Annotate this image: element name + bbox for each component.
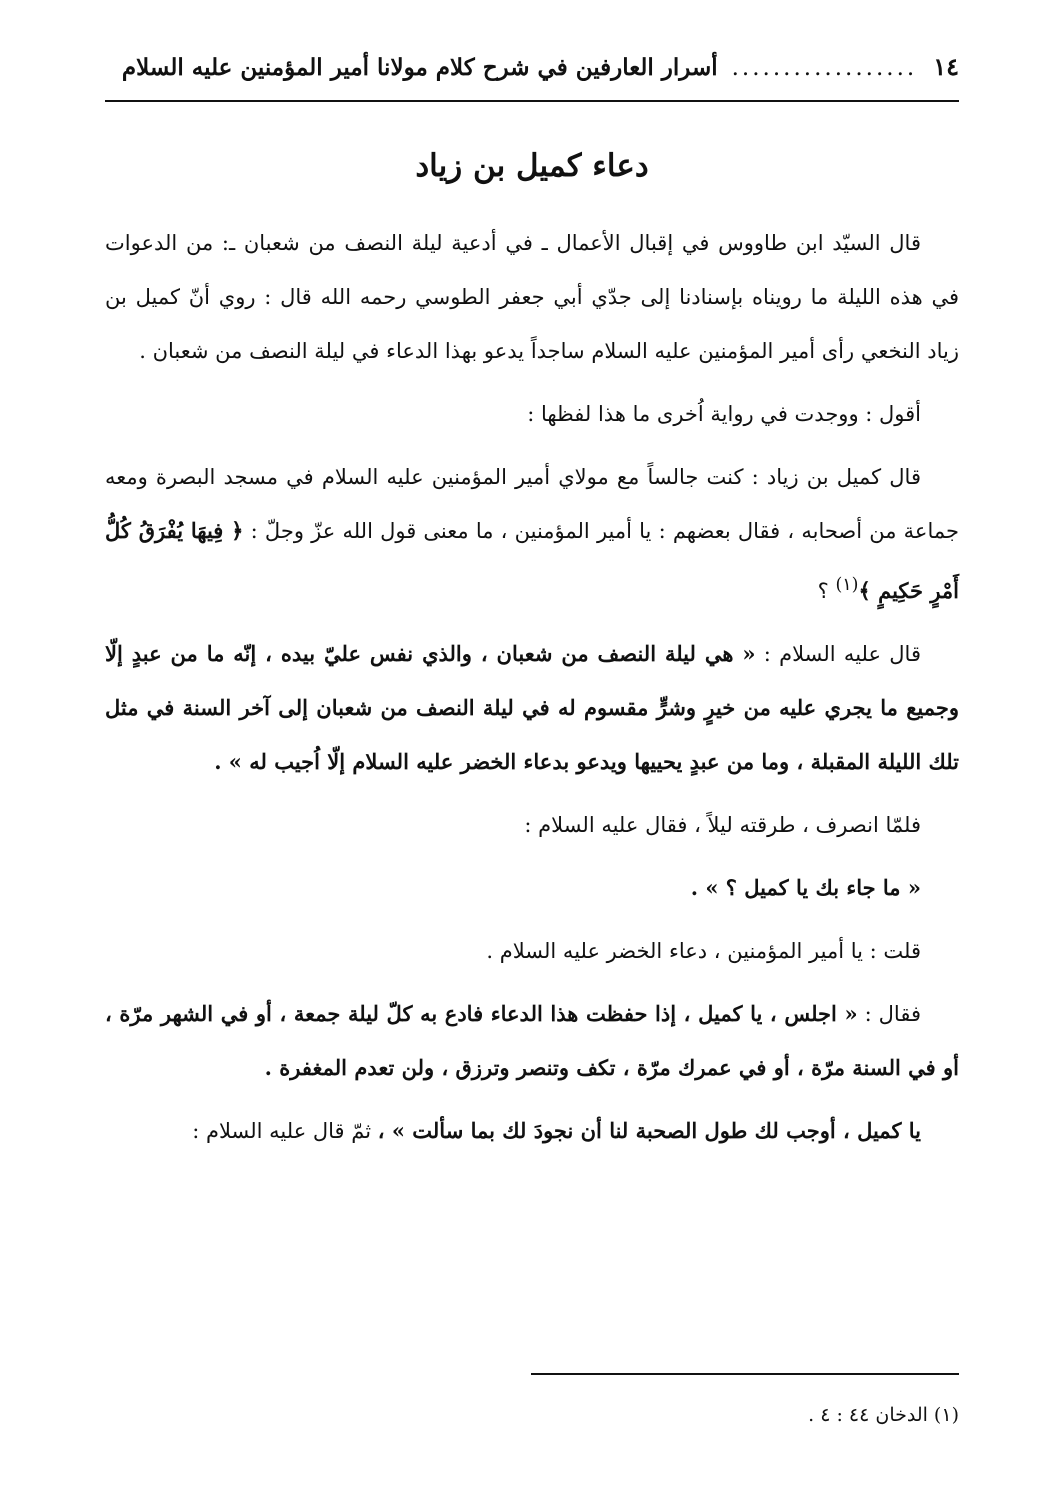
paragraph-closing xyxy=(105,1104,959,1158)
question-mark: ؟ xyxy=(817,579,836,603)
answer-quote: « هي ليلة النصف من شعبان ، والذي نفس عليّ بيده ، إنّه ما من عبدٍ إلّا وجميع ما يجري عليه من خيرٍ وشرٍّ مقسوم له في ليلة النصف من شعبان إلى آخر السنة في مثل تلك الليلة المقبلة ، وما من عبدٍ يحييها ويدعو بدعاء الخضر عليه السلام إلّا اُجيب له » . xyxy=(105,641,959,774)
page-number: ١٤ xyxy=(933,52,959,81)
paragraph-imam-answer xyxy=(105,627,959,789)
answer-intro: قال عليه السلام : xyxy=(755,642,921,666)
paragraph-reply: قلت : يا أمير المؤمنين ، دعاء الخضر عليه السلام . xyxy=(486,939,921,963)
body-text xyxy=(105,216,959,1167)
closing-quote: يا كميل ، أوجب لك طول الصحبة لنا أن نجودَ لك بما سألت » ، xyxy=(377,1118,921,1143)
quran-verse: ﴿ فِيهَا يُفْرَقُ كُلُّ أَمْرٍ حَكِيمٍ ﴾ xyxy=(105,518,959,603)
footnote-marker: (١) xyxy=(835,575,859,595)
chapter-title: دعاء كميل بن زياد xyxy=(415,148,649,184)
closing-text: ثمّ قال عليه السلام : xyxy=(192,1119,378,1143)
paragraph-aqul: أقول : ووجدت في رواية اُخرى ما هذا لفظها : xyxy=(527,402,921,426)
footnote: (١) الدخان ٤٤ : ٤ . xyxy=(808,1404,959,1426)
instruction-quote: « اجلس ، يا كميل ، إذا حفظت هذا الدعاء فادع به كلّ ليلة جمعة ، أو في الشهر مرّة ، أو في السنة مرّة ، أو في عمرك مرّة ، تكف وتنصر وترزق ، ولن تعدم المغفرة . xyxy=(105,1001,959,1080)
running-header xyxy=(105,52,959,90)
paragraph-intro: قال السيّد ابن طاووس في إقبال الأعمال ـ في أدعية ليلة النصف من شعبان ـ: من الدعوات في هذه الليلة ما رويناه بإسنادنا إلى جدّي أبي جعفر الطوسي رحمه الله قال : روي أنّ كميل بن زياد النخعي رأى أمير المؤمنين عليه السلام ساجداً يدعو بهذا الدعاء في ليلة النصف من شعبان . xyxy=(105,231,959,363)
paragraph-instruction xyxy=(105,987,959,1095)
paragraph-kumail-narration xyxy=(105,450,959,618)
narration-text: قال كميل بن زياد : كنت جالساً مع مولاي أمير المؤمنين عليه السلام في مسجد البصرة ومعه جماعة من أصحابه ، فقال بعضهم : يا أمير المؤمنين ، ما معنى قول الله عزّ وجلّ : xyxy=(105,465,959,543)
header-leader-dots: .................. xyxy=(731,55,918,81)
header-rule xyxy=(105,100,959,102)
running-title: أسرار العارفين في شرح كلام مولانا أمير المؤمنين عليه السلام xyxy=(121,54,718,81)
paragraph-visit: فلمّا انصرف ، طرقته ليلاً ، فقال عليه السلام : xyxy=(524,813,921,837)
footnote-rule xyxy=(531,1373,959,1375)
paragraph-question: « ما جاء بك يا كميل ؟ » . xyxy=(690,875,921,900)
instruction-intro: فقال : xyxy=(857,1002,921,1026)
